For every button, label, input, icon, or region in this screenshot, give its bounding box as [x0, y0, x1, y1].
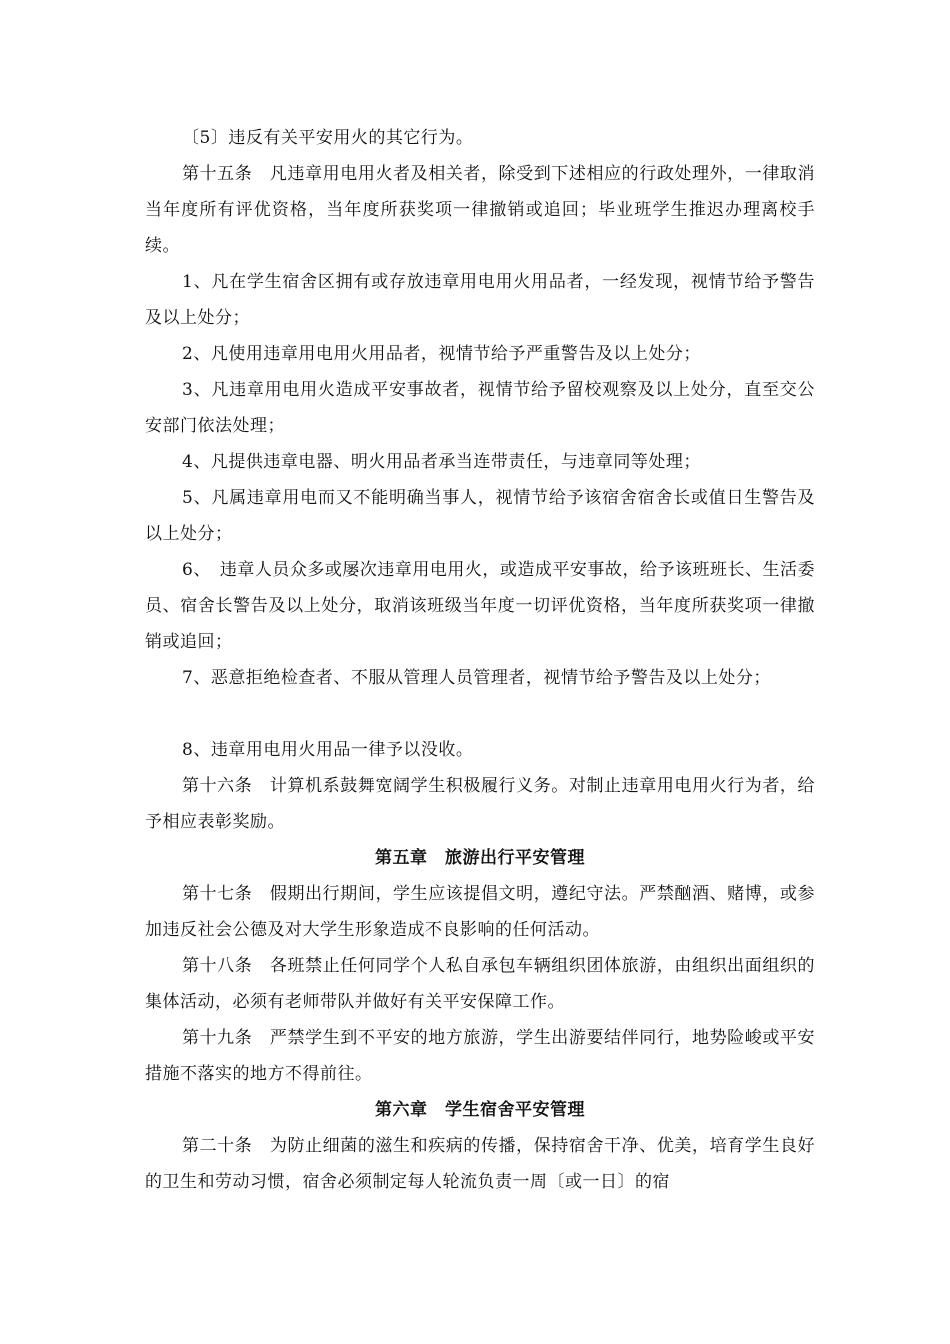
- document-body: [145, 120, 815, 1200]
- paragraph-article-15: 第十五条 凡违章用电用火者及相关者，除受到下述相应的行政处理外，一律取消当年度所有评优资格，当年度所获奖项一律撤销或追回；毕业班学生推迟办理离校手续。: [145, 164, 815, 256]
- paragraph-clause-8: 8、违章用电用火用品一律予以没收。: [182, 740, 474, 760]
- paragraph-clause-1: 1、凡在学生宿舍区拥有或存放违章用电用火用品者，一经发现，视情节给予警告及以上处分；: [145, 272, 815, 328]
- paragraph-clause-7: 7、恶意拒绝检查者、不服从管理人员管理者，视情节给予警告及以上处分；: [182, 668, 771, 688]
- paragraph-article-19: 第十九条 严禁学生到不平安的地方旅游，学生出游要结伴同行，地势险峻或平安措施不落实的地方不得前往。: [145, 1028, 815, 1084]
- paragraph-clause-4: 4、凡提供违章电器、明火用品者承当连带责任，与违章同等处理；: [182, 452, 701, 472]
- chapter-5-heading: 第五章 旅游出行平安管理: [375, 848, 585, 868]
- paragraph-article-20: 第二十条 为防止细菌的滋生和疾病的传播，保持宿舍干净、优美，培育学生良好的卫生和劳动习惯，宿舍必须制定每人轮流负责一周〔或一日〕的宿: [145, 1136, 815, 1192]
- paragraph-clause-5: 5、凡属违章用电而又不能明确当事人，视情节给予该宿舍宿舍长或值日生警告及以上处分；: [145, 488, 815, 544]
- chapter-6-heading: 第六章 学生宿舍平安管理: [375, 1100, 585, 1120]
- paragraph-item-5: 〔5〕违反有关平安用火的其它行为。: [182, 128, 474, 148]
- paragraph-clause-3: 3、凡违章用电用火造成平安事故者，视情节给予留校观察及以上处分，直至交公安部门依法处理；: [145, 380, 815, 436]
- paragraph-clause-6: 6、 违章人员众多或屡次违章用电用火，或造成平安事故，给予该班班长、生活委员、宿舍长警告及以上处分，取消该班级当年度一切评优资格，当年度所获奖项一律撤销或追回；: [145, 560, 815, 652]
- paragraph-article-16: 第十六条 计算机系鼓舞宽阔学生积极履行义务。对制止违章用电用火行为者，给予相应表彰奖励。: [145, 776, 815, 832]
- paragraph-article-18: 第十八条 各班禁止任何同学个人私自承包车辆组织团体旅游，由组织出面组织的集体活动，必须有老师带队并做好有关平安保障工作。: [145, 956, 815, 1012]
- paragraph-clause-2: 2、凡使用违章用电用火用品者，视情节给予严重警告及以上处分；: [182, 344, 701, 364]
- paragraph-article-17: 第十七条 假期出行期间，学生应该提倡文明，遵纪守法。严禁酗酒、赌博，或参加违反社会公德及对大学生形象造成不良影响的任何活动。: [145, 884, 815, 940]
